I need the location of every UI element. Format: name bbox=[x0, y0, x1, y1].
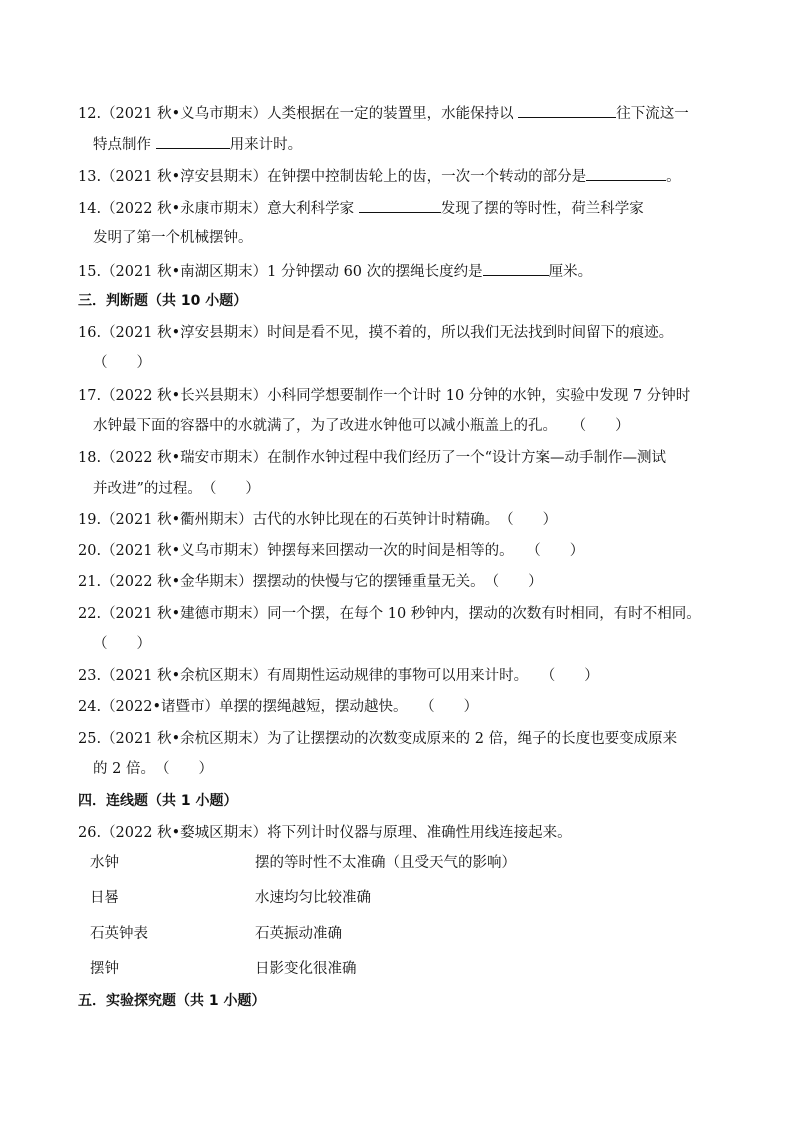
question-text: 的 2 倍。 bbox=[93, 761, 155, 777]
question-number: 22. bbox=[78, 606, 102, 622]
question-13 bbox=[78, 165, 681, 185]
answer-parentheses[interactable]: （ ） bbox=[93, 355, 151, 371]
section-title: 五．实验探究题（共 1 小题） bbox=[78, 993, 266, 1009]
question-25-cont bbox=[93, 759, 213, 779]
question-22-paren[interactable] bbox=[93, 634, 151, 654]
question-text: 有周期性运动规律的事物可以用来计时。 bbox=[267, 668, 529, 684]
question-14 bbox=[78, 197, 644, 217]
match-left-item[interactable]: 日晷 bbox=[90, 890, 119, 906]
question-text: 特点制作 bbox=[93, 137, 151, 153]
question-text: 摆摆动的快慢与它的摆锤重量无关。 bbox=[252, 574, 485, 590]
question-source: （2021 秋•淳安县期末） bbox=[101, 169, 268, 185]
question-text: 人类根据在一定的装置里，水能保持以 bbox=[267, 106, 514, 122]
question-number: 17. bbox=[78, 388, 102, 404]
question-12 bbox=[78, 102, 689, 122]
answer-parentheses[interactable]: （ ） bbox=[93, 636, 151, 652]
match-right-item[interactable]: 摆的等时性不太准确（且受天气的影响） bbox=[255, 855, 516, 871]
question-text: 将下列计时仪器与原理、准确性用线连接起来。 bbox=[267, 825, 572, 841]
question-source: （2022 秋•长兴县期末） bbox=[101, 388, 268, 404]
question-24 bbox=[78, 697, 478, 717]
match-right-item[interactable]: 石英振动准确 bbox=[255, 926, 342, 942]
question-text: 发现了摆的等时性，荷兰科学家 bbox=[440, 201, 644, 217]
question-source: （2022 秋•金华期末） bbox=[101, 574, 253, 590]
question-text: 发明了第一个机械摆钟。 bbox=[93, 230, 253, 246]
question-number: 12. bbox=[78, 106, 102, 122]
question-number: 18. bbox=[78, 450, 102, 466]
answer-parentheses[interactable]: （ ） bbox=[499, 512, 558, 528]
question-number: 25. bbox=[78, 731, 102, 747]
section-title: 四．连线题（共 1 小题） bbox=[78, 793, 238, 809]
answer-blank[interactable] bbox=[586, 165, 666, 181]
question-number: 21. bbox=[78, 574, 102, 590]
question-source: （2021 秋•义乌市期末） bbox=[101, 106, 268, 122]
question-source: （2022•诸暨市） bbox=[101, 699, 220, 715]
question-source: （2021 秋•建德市期末） bbox=[101, 606, 268, 622]
question-source: （2022 秋•瑞安市期末） bbox=[101, 450, 268, 466]
question-14-cont bbox=[93, 228, 253, 248]
answer-parentheses[interactable]: （ ） bbox=[571, 418, 630, 434]
question-22 bbox=[78, 604, 701, 624]
answer-parentheses[interactable]: （ ） bbox=[420, 699, 479, 715]
question-17 bbox=[78, 386, 690, 406]
question-source: （2021 秋•衢州期末） bbox=[101, 512, 253, 528]
question-text: 。 bbox=[666, 169, 681, 185]
question-26 bbox=[78, 823, 572, 843]
question-number: 24. bbox=[78, 699, 102, 715]
answer-parentheses[interactable]: （ ） bbox=[540, 668, 599, 684]
question-text: 水钟最下面的容器中的水就满了，为了改进水钟他可以减小瓶盖上的孔。 bbox=[93, 418, 557, 434]
question-number: 16. bbox=[78, 325, 102, 341]
question-number: 20. bbox=[78, 543, 102, 559]
question-text: 时间是看不见，摸不着的，所以我们无法找到时间留下的痕迹。 bbox=[267, 325, 674, 341]
question-18 bbox=[78, 448, 666, 468]
question-16-paren[interactable] bbox=[93, 353, 151, 373]
question-number: 19. bbox=[78, 512, 102, 528]
question-source: （2022 秋•婺城区期末） bbox=[101, 825, 268, 841]
question-18-cont bbox=[93, 479, 260, 499]
question-text: 1 分钟摆动 60 次的摆绳长度约是 bbox=[267, 264, 483, 280]
question-number: 13. bbox=[78, 169, 102, 185]
question-source: （2021 秋•余杭区期末） bbox=[101, 731, 268, 747]
question-source: （2021 秋•淳安县期末） bbox=[101, 325, 268, 341]
answer-parentheses[interactable]: （ ） bbox=[484, 574, 543, 590]
question-number: 15. bbox=[78, 264, 102, 280]
question-text: 在钟摆中控制齿轮上的齿，一次一个转动的部分是 bbox=[267, 169, 587, 185]
question-text: 钟摆每来回摆动一次的时间是相等的。 bbox=[267, 543, 514, 559]
answer-blank[interactable] bbox=[156, 133, 230, 149]
question-17-cont bbox=[93, 416, 630, 436]
question-source: （2021 秋•余杭区期末） bbox=[101, 668, 268, 684]
answer-blank[interactable] bbox=[483, 260, 549, 276]
match-left-item[interactable]: 石英钟表 bbox=[90, 926, 148, 942]
question-source: （2022 秋•永康市期末） bbox=[101, 201, 268, 217]
answer-parentheses[interactable]: （ ） bbox=[154, 761, 213, 777]
question-19 bbox=[78, 510, 557, 530]
question-number: 14. bbox=[78, 201, 102, 217]
question-20 bbox=[78, 541, 584, 561]
question-text: 厘米。 bbox=[548, 264, 593, 280]
question-text: 古代的水钟比现在的石英钟计时精确。 bbox=[252, 512, 500, 528]
question-25 bbox=[78, 729, 677, 749]
answer-parentheses[interactable]: （ ） bbox=[201, 481, 260, 497]
section-title: 三．判断题（共 10 小题） bbox=[78, 293, 248, 309]
question-15 bbox=[78, 260, 592, 280]
question-source: （2021 秋•义乌市期末） bbox=[101, 543, 268, 559]
match-left-item[interactable]: 水钟 bbox=[90, 855, 119, 871]
question-number: 26. bbox=[78, 825, 102, 841]
match-right-item[interactable]: 水速均匀比较准确 bbox=[255, 890, 371, 906]
match-right-item[interactable]: 日影变化很准确 bbox=[255, 961, 357, 977]
question-21 bbox=[78, 572, 543, 592]
question-16 bbox=[78, 323, 673, 343]
question-text: 用来计时。 bbox=[229, 137, 303, 153]
question-text: 为了让摆摆动的次数变成原来的 2 倍，绳子的长度也要变成原来 bbox=[267, 731, 678, 747]
question-text: 并改进”的过程。 bbox=[93, 481, 202, 497]
question-number: 23. bbox=[78, 668, 102, 684]
answer-blank[interactable] bbox=[518, 102, 616, 118]
question-text: 在制作水钟过程中我们经历了一个“设计方案—动手制作—测试 bbox=[267, 450, 667, 466]
question-23 bbox=[78, 666, 599, 686]
match-left-item[interactable]: 摆钟 bbox=[90, 961, 119, 977]
question-text: 小科同学想要制作一个计时 10 分钟的水钟，实验中发现 7 分钟时 bbox=[267, 388, 691, 404]
question-text: 同一个摆，在每个 10 秒钟内，摆动的次数有时相同，有时不相同。 bbox=[267, 606, 701, 622]
answer-blank[interactable] bbox=[359, 197, 441, 213]
question-text: 往下流这一 bbox=[616, 106, 689, 122]
question-12-cont bbox=[93, 133, 302, 153]
question-text: 意大利科学家 bbox=[267, 201, 355, 217]
question-source: （2021 秋•南湖区期末） bbox=[101, 264, 268, 280]
answer-parentheses[interactable]: （ ） bbox=[526, 543, 585, 559]
question-text: 单摆的摆绳越短，摆动越快。 bbox=[219, 699, 408, 715]
